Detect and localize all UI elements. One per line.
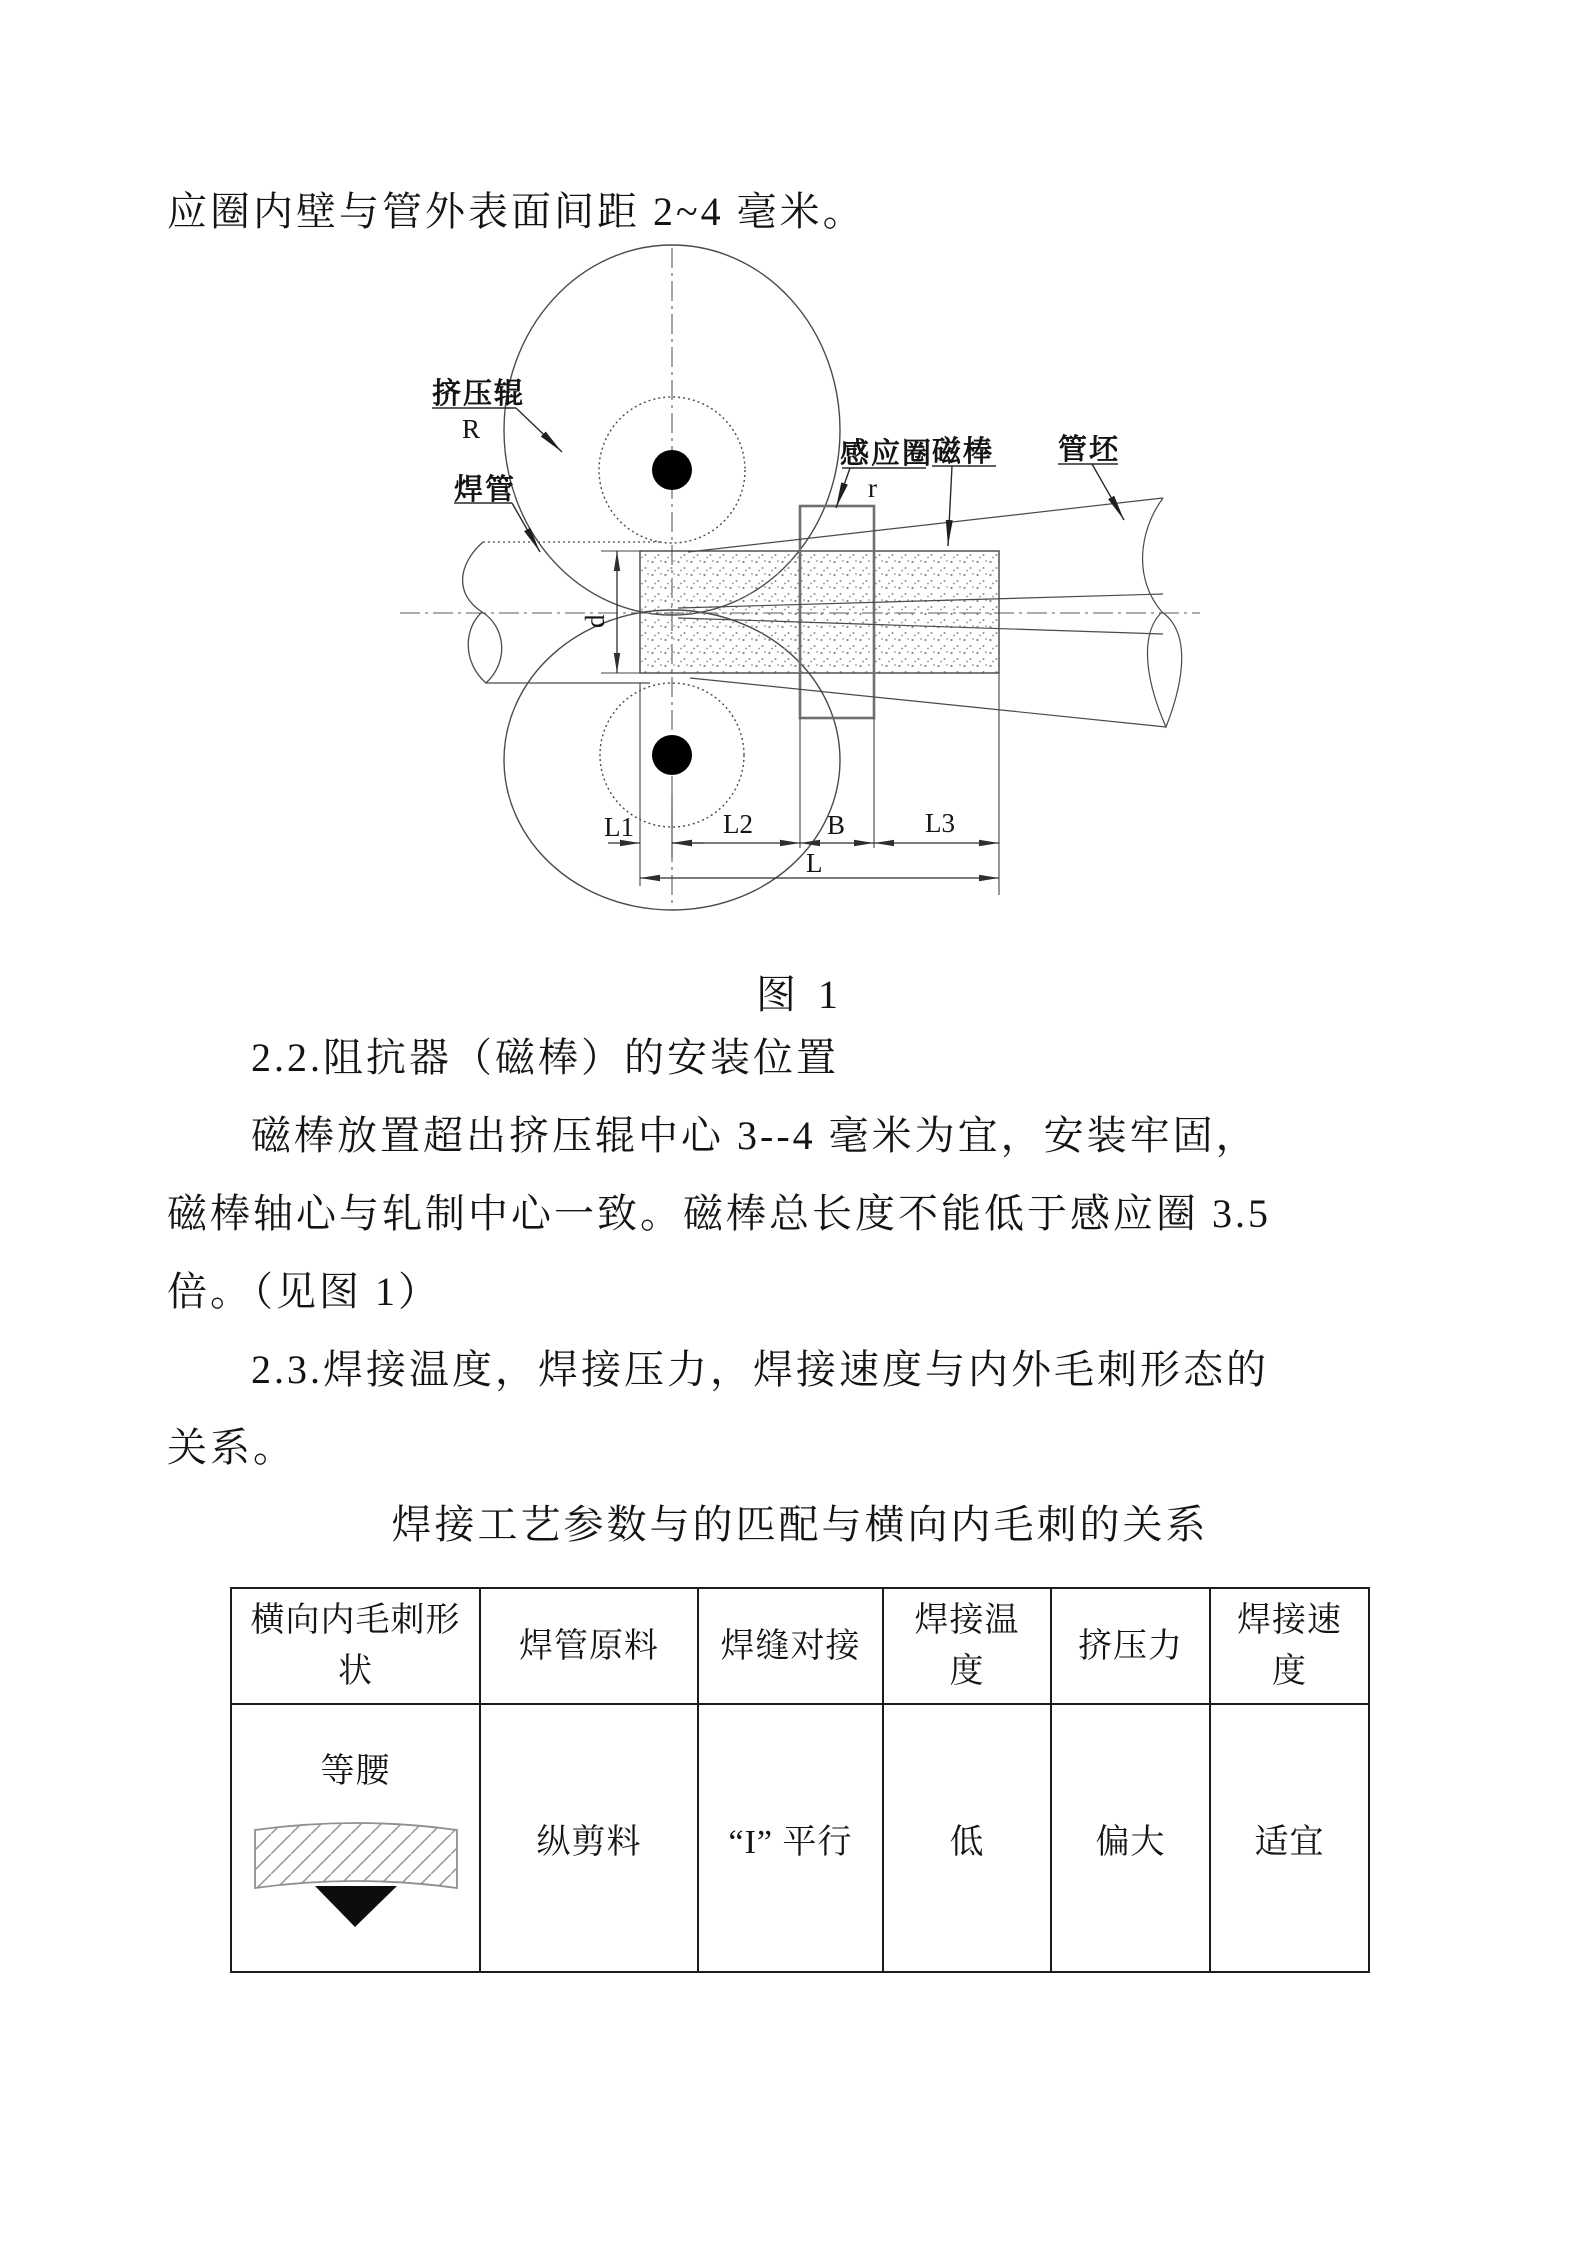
label-induction-coil-symbol: r — [868, 473, 877, 503]
section-heading-2-3: 2.3.焊接温度，焊接压力，焊接速度与内外毛刺形态的 — [251, 1347, 1269, 1392]
top-roller-axle-dot — [652, 450, 692, 490]
label-squeeze-roller-symbol: R — [462, 414, 481, 444]
paragraph-line: 磁棒轴心与轧制中心一致。磁棒总长度不能低于感应圈 3.5 — [167, 1191, 1271, 1236]
table-cell-speed: 适宜 — [1254, 1823, 1325, 1861]
table-header-material: 焊管原料 — [481, 1589, 699, 1705]
section-heading-2-2: 2.2.阻抗器（磁棒）的安装位置 — [251, 1035, 839, 1080]
label-welded-pipe: 焊管 — [454, 474, 517, 506]
table-title: 焊接工艺参数与的匹配与横向内毛刺的关系 — [391, 1502, 1209, 1547]
table-header-speed: 焊接速度 — [1211, 1589, 1368, 1705]
figure-caption: 图 1 — [756, 972, 844, 1017]
table-cell-burr-shape — [232, 1705, 481, 1971]
label-magnetic-rod: 磁棒 — [932, 436, 995, 468]
table-header-temperature: 焊接温度 — [884, 1589, 1052, 1705]
table-header-burr-shape: 横向内毛刺形状 — [232, 1589, 481, 1705]
paragraph-line: 关系。 — [167, 1425, 296, 1470]
table-cell-pressure: 偏大 — [1052, 1705, 1211, 1971]
label-squeeze-roller: 挤压辊 — [432, 378, 526, 410]
table-cell-seam-butt: “I” 平行 — [699, 1705, 884, 1971]
magnetic-rod-rect — [640, 551, 999, 673]
paragraph-line: 倍。（见图 1） — [167, 1269, 441, 1314]
leader-lines — [432, 408, 1124, 552]
weld-parameters-table — [230, 1587, 1370, 1973]
burr-shape-label: 等腰 — [320, 1753, 391, 1790]
table-header-pressure: 挤压力 — [1052, 1589, 1211, 1705]
burr-triangle — [315, 1886, 397, 1927]
label-dim-L3: L3 — [925, 808, 955, 838]
label-dim-d: d — [580, 614, 610, 628]
label-tube-blank: 管坯 — [1058, 434, 1121, 466]
label-dim-L1: L1 — [604, 812, 634, 842]
figure-1-diagram — [380, 230, 1210, 950]
hatched-band — [255, 1823, 457, 1888]
label-dim-L: L — [806, 848, 823, 878]
label-induction-coil: 感应圈 — [840, 438, 934, 470]
table-cell-temperature: 低 — [884, 1705, 1052, 1971]
paragraph-line: 应圈内壁与管外表面间距 2~4 毫米。 — [167, 189, 866, 234]
bottom-roller-axle-dot — [652, 735, 692, 775]
burr-shape-drawing — [251, 1814, 461, 1932]
label-dim-B: B — [827, 810, 846, 840]
table-cell-material: 纵剪料 — [481, 1705, 699, 1971]
label-dim-L2: L2 — [723, 809, 753, 839]
table-header-seam-butt: 焊缝对接 — [699, 1589, 884, 1705]
paragraph-line: 磁棒放置超出挤压辊中心 3--4 毫米为宜，安装牢固， — [251, 1113, 1259, 1158]
